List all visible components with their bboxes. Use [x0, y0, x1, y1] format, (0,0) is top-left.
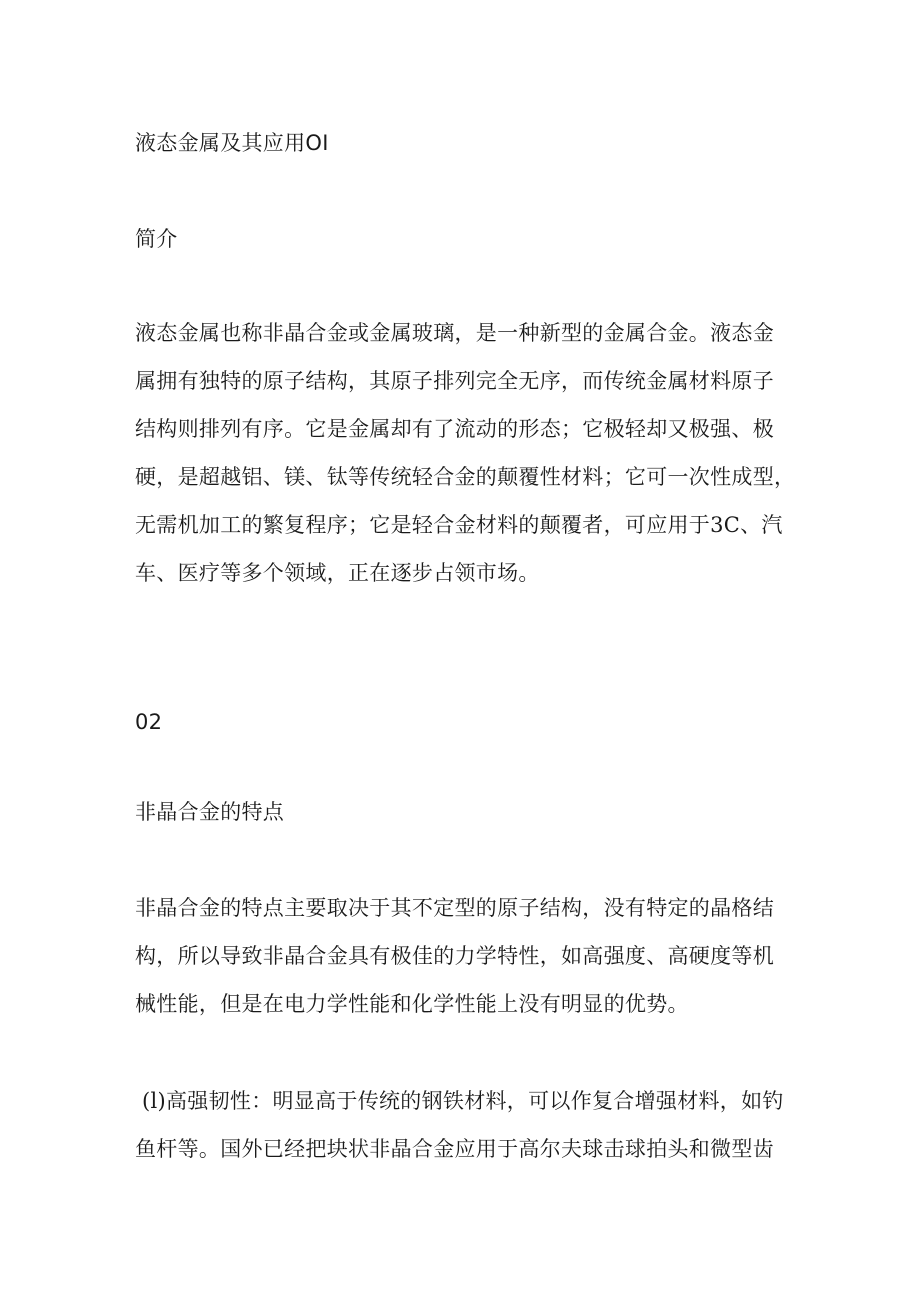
paragraph-line: 非晶合金的特点主要取决于其不定型的原子结构，没有特定的晶格结: [135, 896, 774, 920]
paragraph-line: 液态金属也称非晶合金或金属玻璃，是一种新型的金属合金。液态金: [135, 321, 774, 345]
paragraph-line: 鱼杆等。国外已经把块状非晶合金应用于高尔夫球击球拍头和微型齿: [135, 1137, 774, 1161]
document-title: 液态金属及其应用OI: [135, 131, 329, 155]
paragraph-line: 属拥有独特的原子结构，其原子排列完全无序，而传统金属材料原子: [135, 369, 774, 393]
paragraph-line: 结构则排列有序。它是金属却有了流动的形态；它极轻却又极强、极: [135, 417, 774, 441]
section-heading-features: 非晶合金的特点: [135, 800, 285, 824]
paragraph-line: (l)高强韧性：明显高于传统的钢铁材料，可以作复合增强材料，如钓: [142, 1089, 784, 1113]
paragraph-line: 无需机加工的繁复程序；它是轻合金材料的颠覆者，可应用于3C、汽: [135, 513, 783, 537]
paragraph-line: 械性能，但是在电力学性能和化学性能上没有明显的优势。: [135, 992, 689, 1016]
section-number: 02: [135, 710, 163, 734]
paragraph-line: 构，所以导致非晶合金具有极佳的力学特性，如高强度、高硬度等机: [135, 944, 774, 968]
section-heading-intro: 简介: [135, 227, 178, 251]
paragraph-line: 车、医疗等多个领域，正在逐步占领市场。: [135, 561, 540, 585]
paragraph-line: 硬，是超越铝、镁、钛等传统轻合金的颠覆性材料；它可一次性成型，: [135, 465, 796, 489]
